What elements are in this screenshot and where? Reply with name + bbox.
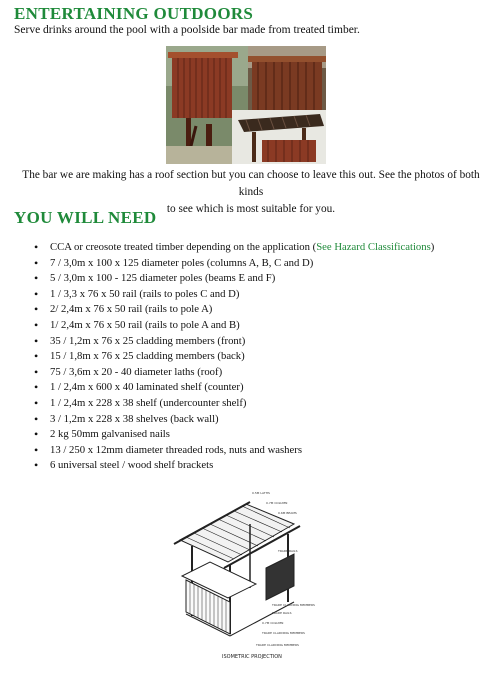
drawing-label: TRADE CLADDING MEMBERS (272, 603, 315, 607)
list-item: • 1 / 3,3 x 76 x 50 rail (rails to poles C and D) (34, 287, 484, 303)
list-item-text: ) (430, 241, 435, 253)
roof-paragraph-line-2: to see which is most suitable for you. (166, 203, 336, 215)
drawing-label: 0.5M LATHS (252, 491, 270, 495)
intro-text: Serve drinks around the pool with a poolside bar made from treated timber. (14, 24, 360, 36)
isometric-drawing (170, 484, 334, 662)
drawing-label: 0.6M BEAMS (278, 511, 297, 515)
heading-you-will-need: YOU WILL NEED (14, 208, 157, 227)
drawing-caption: ISOMETRIC PROJECTION (222, 654, 282, 660)
bar-photo-roof (232, 110, 326, 164)
list-item: • 1 / 2,4m x 228 x 38 shelf (undercounter shelf) (34, 396, 484, 412)
list-item: • 13 / 250 x 12mm diameter threaded rods, nuts and washers (34, 443, 484, 459)
list-item: • 2/ 2,4m x 76 x 50 rail (rails to pole A) (34, 302, 484, 318)
list-item: • 75 / 3,6m x 20 - 40 diameter laths (roof) (34, 365, 484, 381)
materials-list (34, 240, 484, 474)
heading-entertaining-outdoors: ENTERTAINING OUTDOORS (14, 4, 254, 23)
list-item: • 3 / 1,2m x 228 x 38 shelves (back wall) (34, 412, 484, 428)
list-item: • 7 / 3,0m x 100 x 125 diameter poles (columns A, B, C and D) (34, 256, 484, 272)
list-item (34, 240, 484, 256)
drawing-label: TRADE RAILS (278, 549, 298, 553)
hazard-classifications-link[interactable]: See Hazard Classifications (316, 241, 431, 253)
list-item: • 2 kg 50mm galvanised nails (34, 427, 484, 443)
drawing-label: TRADE CLADDING MEMBERS (262, 631, 305, 635)
drawing-label: 0.7M COLUMN (262, 621, 284, 625)
list-item: • 1/ 2,4m x 76 x 50 rail (rails to pole A and B) (34, 318, 484, 334)
roof-paragraph-line-1: The bar we are making has a roof section but you can choose to leave this out. See the photos of both kinds (22, 169, 480, 198)
drawing-label: TRADE RAILS (272, 611, 292, 615)
list-item-text: CCA or creosote treated timber depending on the application ( (50, 241, 317, 253)
list-item: • 15 / 1,8m x 76 x 25 cladding members (back) (34, 349, 484, 365)
bar-photo-side (248, 46, 326, 116)
bar-photo-collage (166, 46, 326, 164)
list-item: • 5 / 3,0m x 100 - 125 diameter poles (beams E and F) (34, 271, 484, 287)
list-item: • 1 / 2,4m x 600 x 40 laminated shelf (counter) (34, 380, 484, 396)
drawing-label: TRADE CLADDING MEMBERS (256, 643, 299, 647)
drawing-label: 0.7M COLUMN (266, 501, 288, 505)
list-item: • 35 / 1,2m x 76 x 25 cladding members (front) (34, 334, 484, 350)
list-item: • 6 universal steel / wood shelf brackets (34, 458, 484, 474)
